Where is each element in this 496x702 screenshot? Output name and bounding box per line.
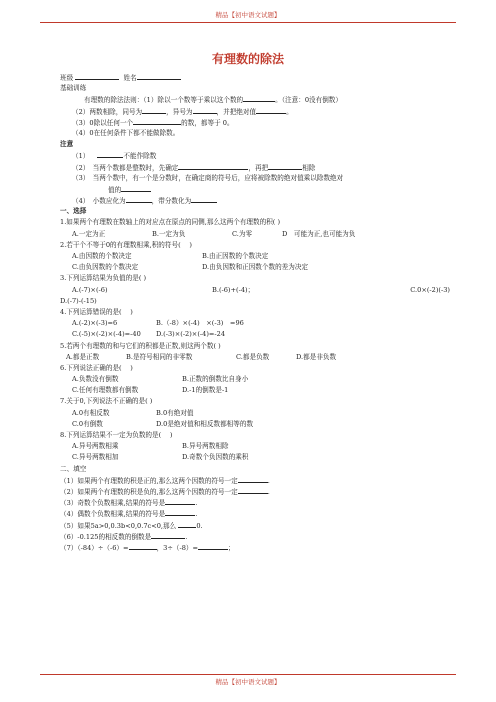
footer-divider bbox=[40, 674, 456, 675]
punct: . bbox=[267, 476, 270, 485]
blank bbox=[142, 106, 166, 114]
question-8: 8.下列运算结果不一定为负数的是( ) bbox=[60, 431, 173, 439]
note-1-text: （1） bbox=[72, 152, 90, 161]
question-7-options bbox=[60, 408, 450, 419]
option: A.(-2)×(-3)=6 bbox=[72, 319, 118, 328]
fill-1-text: （1）如果两个有理数的积是正的,那么这两个因数的符号一定 bbox=[60, 476, 238, 485]
fill-5-text: 0. bbox=[196, 521, 203, 530]
note-2-text: （2） 当两个数都是整数时，先确定 bbox=[72, 163, 179, 172]
option: B.正数的倒数比自身小 bbox=[182, 375, 249, 384]
fill-7-text: （7）（-84）÷（-6）= bbox=[60, 543, 129, 552]
blank bbox=[126, 195, 152, 203]
punct: . bbox=[195, 510, 198, 519]
option: C.任何有理数都有倒数 bbox=[72, 386, 139, 395]
punct: . bbox=[185, 532, 188, 541]
rule-4: （4）0在任何条件下都不能做除数。 bbox=[72, 128, 180, 137]
fill-3-text: （3）奇数个负数相乘,结果的符号是 bbox=[60, 499, 166, 508]
blank bbox=[121, 184, 151, 192]
page-footer: 精品【初中语文试题】 bbox=[215, 678, 281, 686]
blank bbox=[165, 497, 198, 508]
blank bbox=[191, 195, 217, 203]
blank bbox=[133, 117, 181, 125]
option: C.异号两数相加 bbox=[72, 453, 119, 462]
option: D.(-3)×(-2)×(-4)=-24 bbox=[156, 330, 226, 339]
question-1-options bbox=[60, 229, 450, 240]
question-3: 3.下列运算结果为负值的是( ) bbox=[60, 274, 147, 283]
note-2-text: ，再把 bbox=[248, 163, 269, 172]
blank bbox=[238, 475, 268, 483]
blank bbox=[151, 531, 188, 541]
question-8-options bbox=[60, 441, 450, 452]
fill-7 bbox=[60, 542, 450, 553]
question-4-options bbox=[60, 329, 450, 340]
option: C.0×(-2)(-3) bbox=[410, 285, 450, 294]
name-label: 姓名 bbox=[123, 74, 137, 82]
blank bbox=[165, 508, 198, 519]
option: A.都是正数 bbox=[66, 352, 100, 361]
fill-4-text: （4）偶数个负数相乘,结果的符号是 bbox=[60, 510, 166, 519]
name-blank bbox=[137, 72, 181, 80]
option: D.都是非负数 bbox=[296, 352, 337, 361]
option: A.一定为正 bbox=[72, 229, 106, 238]
notes-heading: 注意 bbox=[60, 140, 74, 149]
fill-5 bbox=[60, 520, 450, 531]
document-body bbox=[60, 72, 450, 553]
question-2: 2.若干个不等于0的有理数相乘,积的符号( ) bbox=[60, 240, 192, 249]
note-1-text: 不能作除数 bbox=[123, 152, 157, 161]
question-6-options bbox=[60, 374, 450, 385]
option: B.是符号相同的非零数 bbox=[126, 352, 193, 361]
punct: . bbox=[195, 499, 198, 508]
note-4 bbox=[60, 195, 450, 206]
option: A.0有相反数 bbox=[72, 408, 110, 417]
blank bbox=[193, 106, 217, 114]
option: C.为零 bbox=[232, 229, 253, 238]
rule-3-text: 的数，都等于 0。 bbox=[181, 118, 234, 127]
section-fill-heading: 二、填空 bbox=[60, 464, 87, 473]
rule-3-text: （3）0除以任何一个 bbox=[72, 118, 134, 127]
header-divider bbox=[40, 22, 456, 23]
question-7: 7.关于0,下列说法不正确的是( ) bbox=[60, 397, 153, 406]
class-blank bbox=[75, 72, 119, 80]
option: B.一定为负 bbox=[152, 229, 186, 238]
blank bbox=[198, 542, 228, 550]
punct: . bbox=[267, 487, 270, 496]
fill-2 bbox=[60, 486, 450, 497]
fill-6-text: （6）-0.125的相反数的倒数是 bbox=[60, 532, 152, 541]
question-4: 4.下列运算错误的是( ) bbox=[60, 307, 133, 316]
option: D 可能为正,也可能为负 bbox=[282, 229, 356, 238]
blank bbox=[238, 486, 268, 494]
question-2-options bbox=[60, 262, 450, 273]
option: A.异号两数相乘 bbox=[72, 442, 119, 451]
page-title: 有理数的除法 bbox=[211, 52, 284, 66]
blank bbox=[268, 162, 302, 170]
fill-7-text: ，3÷（-8）= bbox=[156, 543, 199, 552]
option: D.-1的倒数是-1 bbox=[182, 386, 229, 395]
fill-7-text: ； bbox=[228, 543, 235, 552]
note-3-text: 值的 bbox=[108, 185, 122, 194]
rule-2-text: 。 bbox=[286, 107, 293, 116]
class-name-line bbox=[60, 72, 450, 83]
option: B.异号两数相除 bbox=[182, 442, 229, 451]
question-6: 6.下列说法正确的是( ) bbox=[60, 363, 133, 372]
question-5-options bbox=[60, 352, 450, 363]
question-4-options bbox=[60, 318, 450, 329]
option: B.(-6)+(-4)； bbox=[212, 285, 255, 294]
fill-6 bbox=[60, 531, 450, 542]
option: C.0有倒数 bbox=[72, 419, 103, 428]
question-7-options bbox=[60, 419, 450, 430]
rule-1-text: 有理数的除法法则：（1）除以一个数等于乘以这个数的 bbox=[84, 96, 244, 105]
blank bbox=[97, 150, 123, 158]
option: A.负数没有倒数 bbox=[72, 375, 119, 384]
option: D.0是绝对值和相反数都相等的数 bbox=[156, 419, 254, 428]
rule-2-text: ，异号为 bbox=[166, 107, 193, 116]
option: D.奇数个负因数的乘积 bbox=[182, 453, 249, 462]
note-3-cont bbox=[60, 184, 450, 195]
note-3: （3） 当两个数中，有一个是分数时，在确定商的符号后，应将被除数的绝对值乘以除数绝对 bbox=[72, 173, 344, 182]
rule-3 bbox=[60, 117, 450, 128]
blank bbox=[178, 520, 196, 528]
note-4-text: ，带分数化为 bbox=[151, 197, 192, 206]
note-2-text: 相除 bbox=[302, 163, 316, 172]
rule-1-note: 。（注意：0没有倒数） bbox=[275, 96, 342, 105]
note-2 bbox=[60, 162, 450, 173]
fill-1 bbox=[60, 475, 450, 486]
question-8-options bbox=[60, 452, 450, 463]
question-3-options bbox=[60, 285, 450, 296]
blank bbox=[178, 162, 248, 170]
blank bbox=[256, 106, 286, 114]
fill-2-text: （2）如果两个有理数的积是负的,那么这两个因数的符号一定 bbox=[60, 487, 238, 496]
rule-2-text: （2）两数相除，同号为 bbox=[72, 107, 143, 116]
note-1 bbox=[60, 150, 450, 161]
note-4-text: （4） 小数应化为 bbox=[72, 197, 126, 206]
option: B.（-8）×(-4) ×(-3) =96 bbox=[156, 319, 244, 328]
question-1: 1.如果两个有理数在数轴上的对应点在原点的同侧,那么这两个有理数的积( ) bbox=[60, 218, 281, 227]
rule-2-text: ，并把绝对值 bbox=[216, 107, 257, 116]
question-6-options bbox=[60, 385, 450, 396]
page-header: 精品【初中语文试题】 bbox=[215, 11, 281, 19]
option: D.由负因数和正因数个数的差为决定 bbox=[202, 263, 309, 272]
option: A.(-7)×(-6) bbox=[72, 285, 108, 294]
option: B.由正因数的个数决定 bbox=[202, 252, 269, 260]
rule-1 bbox=[60, 94, 450, 105]
fill-4 bbox=[60, 508, 450, 519]
option: B.0有绝对值 bbox=[156, 408, 194, 417]
blank bbox=[243, 94, 275, 102]
question-2-options bbox=[60, 251, 450, 262]
option: C.都是负数 bbox=[236, 352, 270, 361]
section-choice-heading: 一、选择 bbox=[60, 207, 87, 216]
option: A.由因数的个数决定 bbox=[72, 252, 132, 260]
fill-5-text: （5）如果5a>0,0.3b<0,0.7c<0,那么 bbox=[60, 521, 177, 530]
class-label: 班级 bbox=[60, 74, 74, 82]
option: C.(-5)×(-2)×(-4)=-40 bbox=[72, 330, 141, 339]
fill-3 bbox=[60, 497, 450, 508]
option: C.由负因数的个数决定 bbox=[72, 263, 139, 272]
question-5: 5.若两个有理数的和与它们的积都是正数,则这两个数( ) bbox=[60, 341, 221, 350]
question-3-option-d: D.(-7)-(-15) bbox=[60, 296, 97, 305]
basic-training-heading: 基础训练 bbox=[60, 84, 87, 93]
rule-2 bbox=[60, 106, 450, 117]
blank bbox=[129, 542, 157, 550]
